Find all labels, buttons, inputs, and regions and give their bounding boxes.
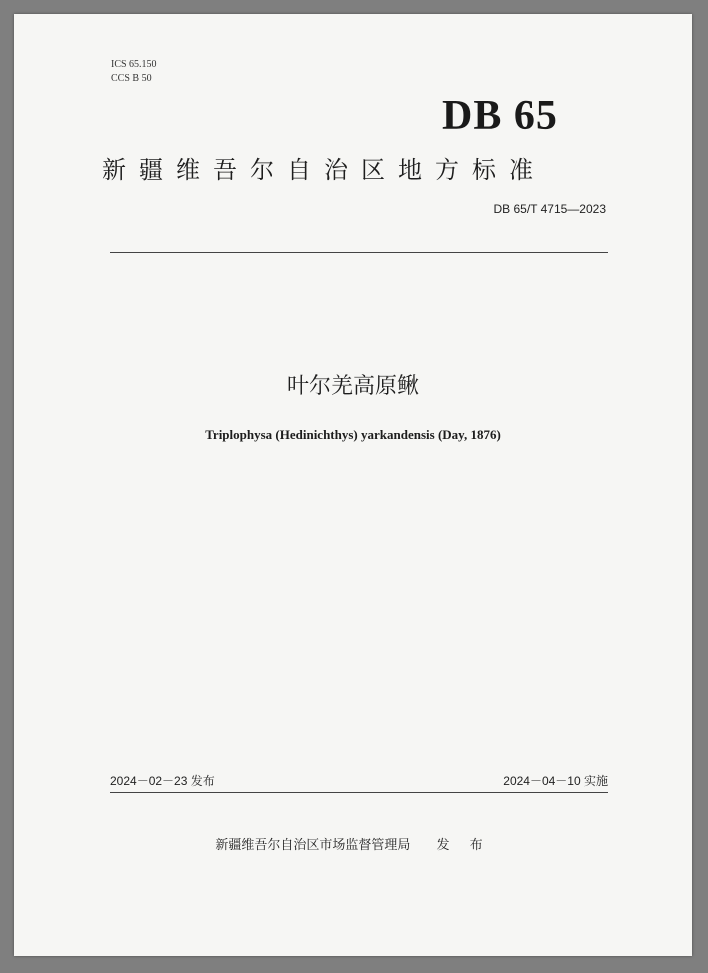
db65-logo: DB 65	[442, 93, 558, 139]
top-divider	[110, 252, 608, 253]
issuer-action: 发 布	[436, 838, 491, 853]
scientific-name: Triplophysa (Hedinichthys) yarkandensis (Day, 1876)	[205, 427, 501, 442]
ccs-code: CCS B 50	[111, 73, 152, 84]
issue-date: 2024－02－23 发布	[110, 774, 215, 788]
bottom-divider	[110, 792, 608, 793]
document-title: 叶尔羌高原鳅	[286, 374, 419, 399]
classification-codes	[111, 58, 157, 86]
issuing-authority	[14, 834, 692, 853]
ics-code: ICS 65.150	[111, 59, 157, 70]
standard-cover-page	[14, 14, 692, 956]
issuer-name: 新疆维吾尔自治区市场监督管理局	[215, 838, 411, 853]
organization-title: 新疆维吾尔自治区地方标准	[102, 156, 546, 184]
implementation-date: 2024－04－10 实施	[503, 774, 608, 788]
standard-number: DB 65/T 4715—2023	[493, 202, 606, 216]
